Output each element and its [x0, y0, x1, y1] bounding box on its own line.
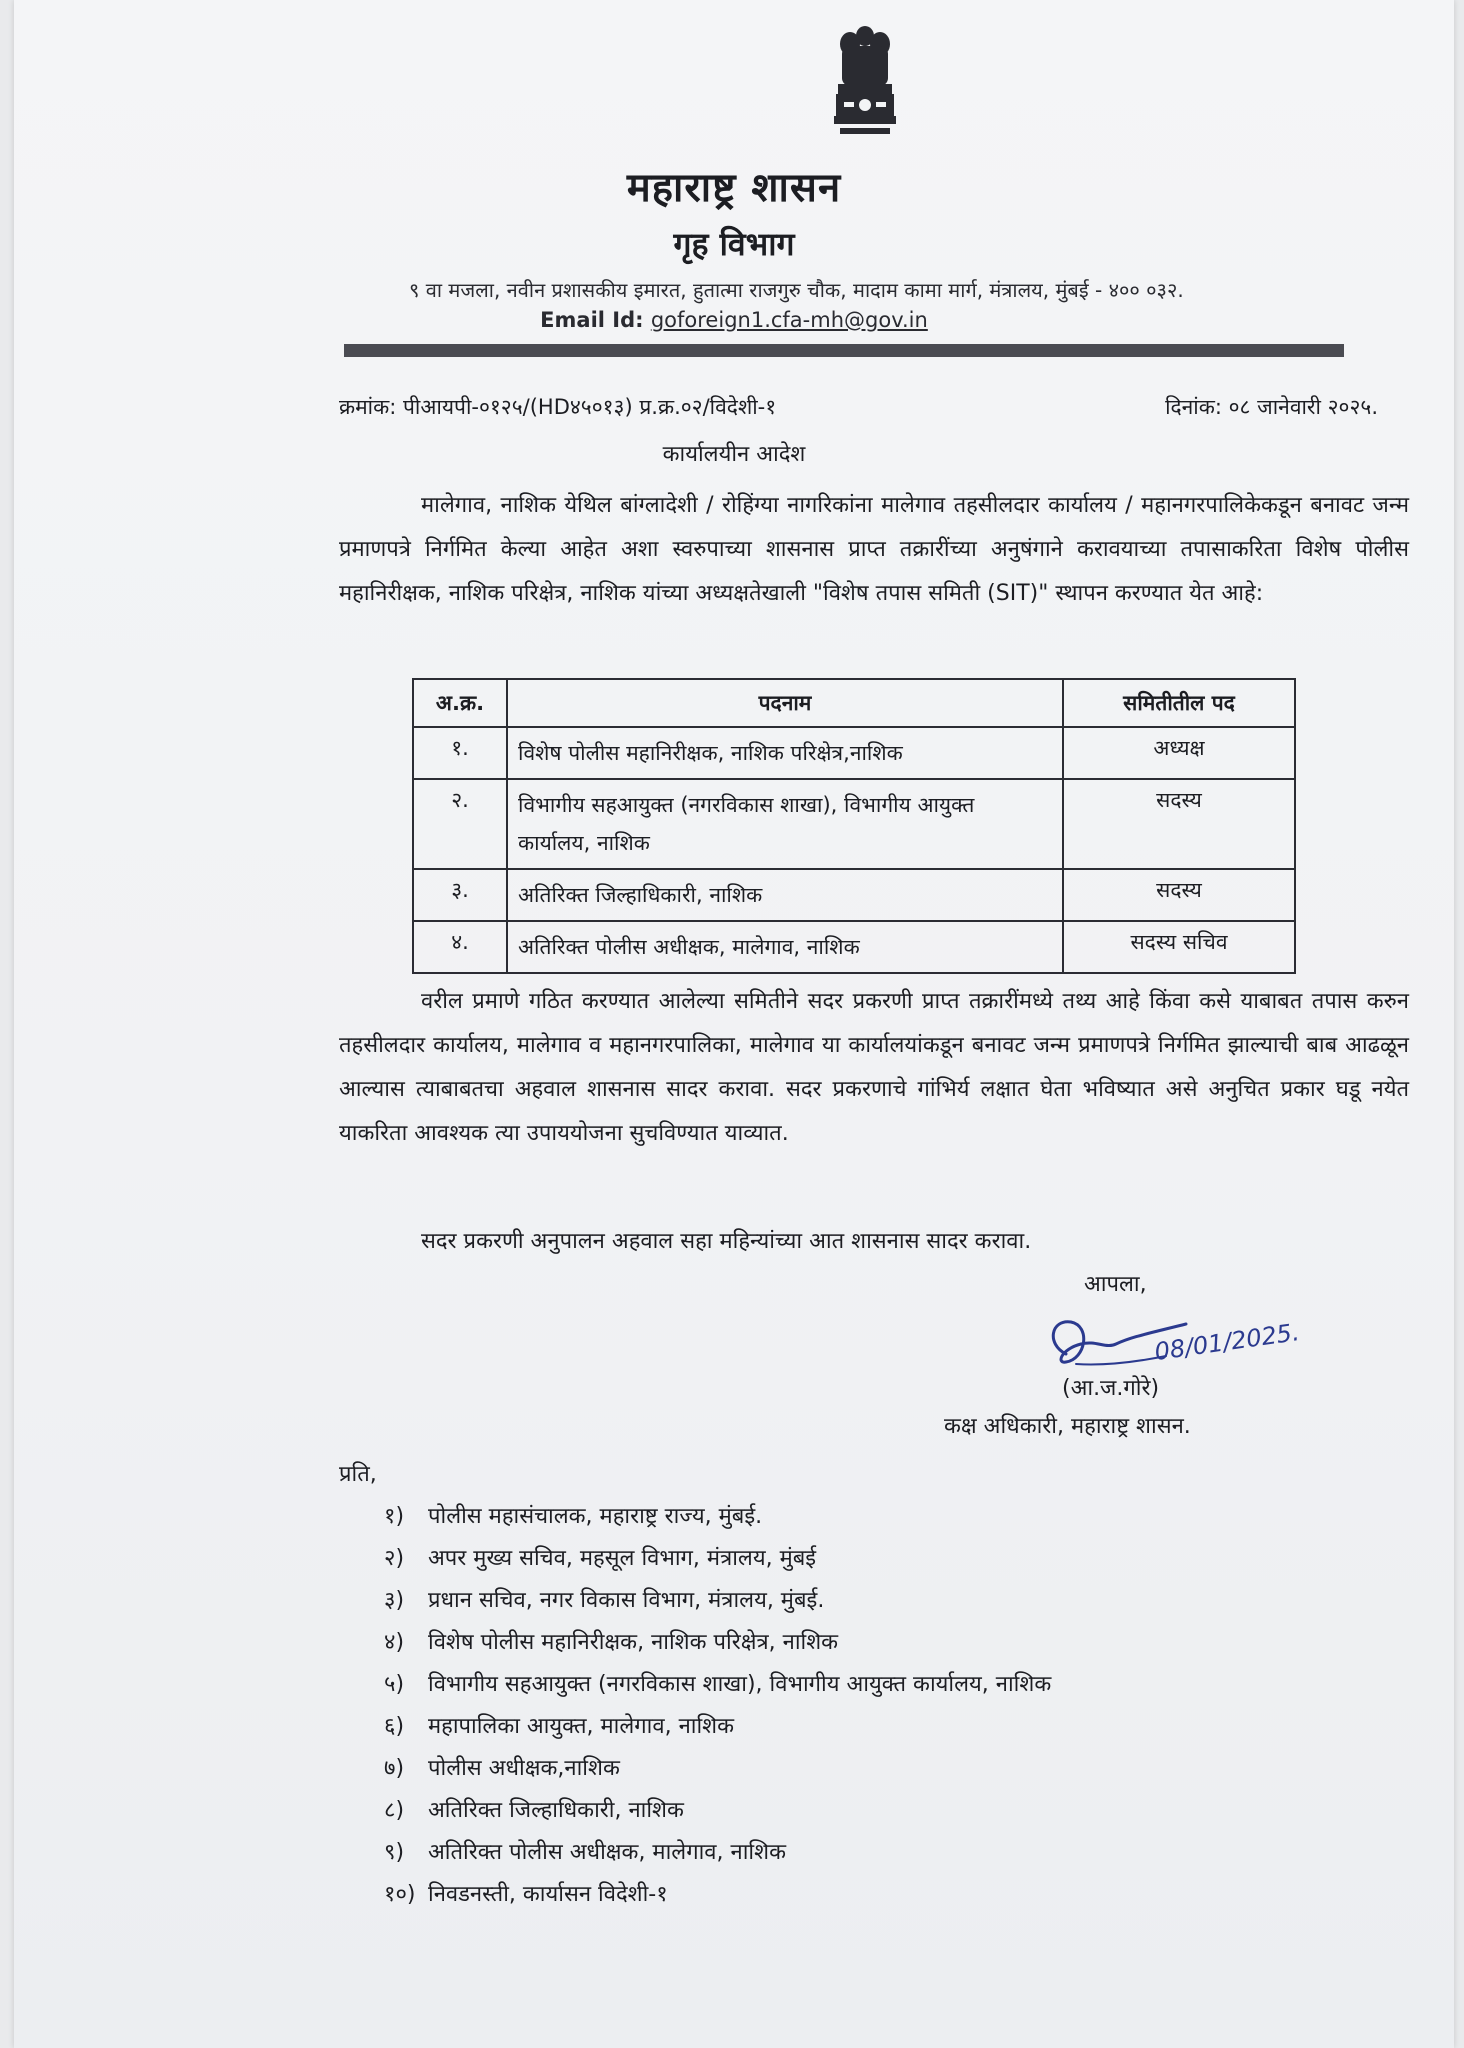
list-item-number: ५) — [384, 1672, 405, 1697]
cell-sr: २. — [413, 779, 507, 869]
list-item — [384, 1496, 1051, 1538]
header-sr: अ.क्र. — [413, 679, 507, 727]
list-item-number: १०) — [384, 1882, 416, 1907]
list-item-number: ६) — [384, 1714, 405, 1739]
cell-sr: ३. — [413, 869, 507, 921]
cell-role: अध्यक्ष — [1063, 727, 1295, 779]
list-item — [384, 1664, 1051, 1706]
signature-block — [944, 1268, 1354, 1448]
reference-number: क्रमांक: पीआयपी-०१२५/(HD४५०१३) प्र.क्र.०२/विदेशी-१ — [339, 395, 777, 419]
cell-sr: ४. — [413, 921, 507, 973]
header-role: समितीतील पद — [1063, 679, 1295, 727]
header-designation: पदनाम — [507, 679, 1063, 727]
table-row — [413, 779, 1295, 869]
table-row — [413, 727, 1295, 779]
cell-designation: अतिरिक्त पोलीस अधीक्षक, मालेगाव, नाशिक — [507, 921, 1063, 973]
list-item-text: विशेष पोलीस महानिरीक्षक, नाशिक परिक्षेत्र, नाशिक — [428, 1630, 839, 1655]
issuer-email-line — [14, 308, 1454, 332]
cell-designation: विभागीय सहआयुक्त (नगरविकास शाखा), विभागीय आयुक्त कार्यालय, नाशिक — [507, 779, 1063, 869]
email-label: Email Id: — [540, 308, 644, 332]
header-divider — [344, 344, 1344, 357]
list-item — [384, 1748, 1051, 1790]
issuer-state: महाराष्ट्र शासन — [626, 165, 842, 211]
issuer-address: ९ वा मजला, नवीन प्रशासकीय इमारत, हुतात्मा राजगुरु चौक, मादाम कामा मार्ग, मंत्रालय, मुंबई - ४०० ०३२. — [409, 278, 1184, 302]
paragraph-compliance: सदर प्रकरणी अनुपालन अहवाल सहा महिन्यांच्या आत शासनास सादर करावा. — [421, 1229, 1032, 1254]
recipients-list — [384, 1496, 1051, 1916]
list-item-number: ८) — [384, 1798, 405, 1823]
cell-role: सदस्य सचिव — [1063, 921, 1295, 973]
list-item-text: अपर मुख्य सचिव, महसूल विभाग, मंत्रालय, मुंबई — [428, 1546, 817, 1571]
issuer-department: गृह विभाग — [673, 225, 795, 263]
cell-role: सदस्य — [1063, 869, 1295, 921]
recipients-label: प्रति, — [339, 1462, 377, 1487]
list-item-text: अतिरिक्त जिल्हाधिकारी, नाशिक — [428, 1798, 684, 1823]
email-link[interactable]: goforeign1.cfa-mh@gov.in — [650, 308, 928, 332]
list-item — [384, 1874, 1051, 1916]
list-item-text: महापालिका आयुक्त, मालेगाव, नाशिक — [428, 1714, 735, 1739]
list-item — [384, 1832, 1051, 1874]
list-item — [384, 1580, 1051, 1622]
list-item — [384, 1706, 1051, 1748]
list-item-number: ३) — [384, 1588, 405, 1613]
list-item-text: पोलीस महासंचालक, महाराष्ट्र राज्य, मुंबई. — [428, 1504, 763, 1529]
list-item-number: १) — [384, 1504, 405, 1529]
order-title: कार्यालयीन आदेश — [662, 442, 806, 467]
signature-yours: आपला, — [1084, 1272, 1147, 1297]
cell-role: सदस्य — [1063, 779, 1295, 869]
list-item-text: पोलीस अधीक्षक,नाशिक — [428, 1756, 620, 1781]
table-header-row — [413, 679, 1295, 727]
signature-date: 08/01/2025. — [1152, 1317, 1302, 1367]
list-item-text: निवडनस्ती, कार्यासन विदेशी-१ — [428, 1882, 668, 1907]
table-row — [413, 921, 1295, 973]
cell-designation: विशेष पोलीस महानिरीक्षक, नाशिक परिक्षेत्र,नाशिक — [507, 727, 1063, 779]
list-item-number: २) — [384, 1546, 405, 1571]
table-row — [413, 869, 1295, 921]
signatory-designation: कक्ष अधिकारी, महाराष्ट्र शासन. — [944, 1414, 1191, 1439]
list-item-text: विभागीय सहआयुक्त (नगरविकास शाखा), विभागीय आयुक्त कार्यालय, नाशिक — [428, 1672, 1052, 1697]
list-item-text: प्रधान सचिव, नगर विकास विभाग, मंत्रालय, मुंबई. — [428, 1588, 825, 1613]
list-item-number: ९) — [384, 1840, 405, 1865]
list-item — [384, 1790, 1051, 1832]
letter-page — [14, 0, 1454, 2048]
list-item-number: ७) — [384, 1756, 405, 1781]
cell-sr: १. — [413, 727, 507, 779]
reference-date: दिनांक: ०८ जानेवारी २०२५. — [1165, 395, 1378, 419]
state-emblem-icon — [830, 24, 900, 140]
committee-table — [412, 678, 1296, 974]
list-item — [384, 1538, 1051, 1580]
list-item — [384, 1622, 1051, 1664]
paragraph-intro: मालेगाव, नाशिक येथिल बांग्लादेशी / रोहिंग्या नागरिकांना मालेगाव तहसीलदार कार्यालय / महानगरपालिकेकडून बनावट जन्म प्रमाणपत्रे निर्गमित केल्या आहेत अशा स्वरुपाच्या शासनास प्राप्त तक्रारींच्या अनुषंगाने करावयाच्या तपासाकरिता विशेष पोलीस महानिरीक्षक, नाशिक परिक्षेत्र, नाशिक यांच्या अध्यक्षतेखाली "विशेष तपास समिती (SIT)" स्थापन करण्यात येत आहे: — [339, 493, 1409, 606]
cell-designation: अतिरिक्त जिल्हाधिकारी, नाशिक — [507, 869, 1063, 921]
paragraph-instructions: वरील प्रमाणे गठित करण्यात आलेल्या समितीने सदर प्रकरणी प्राप्त तक्रारींमध्ये तथ्य आहे किंवा कसे याबाबत तपास करुन तहसीलदार कार्यालय, मालेगाव व महानगरपालिका, मालेगाव या कार्यालयांकडून बनावट जन्म प्रमाणपत्रे निर्गमित झाल्याची बाब आढळून आल्यास त्याबाबतचा अहवाल शासनास सादर करावा. सदर प्रकरणाचे गांभिर्य लक्षात घेता भविष्यात असे अनुचित प्रकार घडू नयेत याकरिता आवश्यक त्या उपाययोजना सुचविण्यात याव्यात. — [339, 989, 1409, 1146]
signatory-name: (आ.ज.गोरे) — [1062, 1376, 1160, 1401]
list-item-number: ४) — [384, 1630, 405, 1655]
list-item-text: अतिरिक्त पोलीस अधीक्षक, मालेगाव, नाशिक — [428, 1840, 786, 1865]
